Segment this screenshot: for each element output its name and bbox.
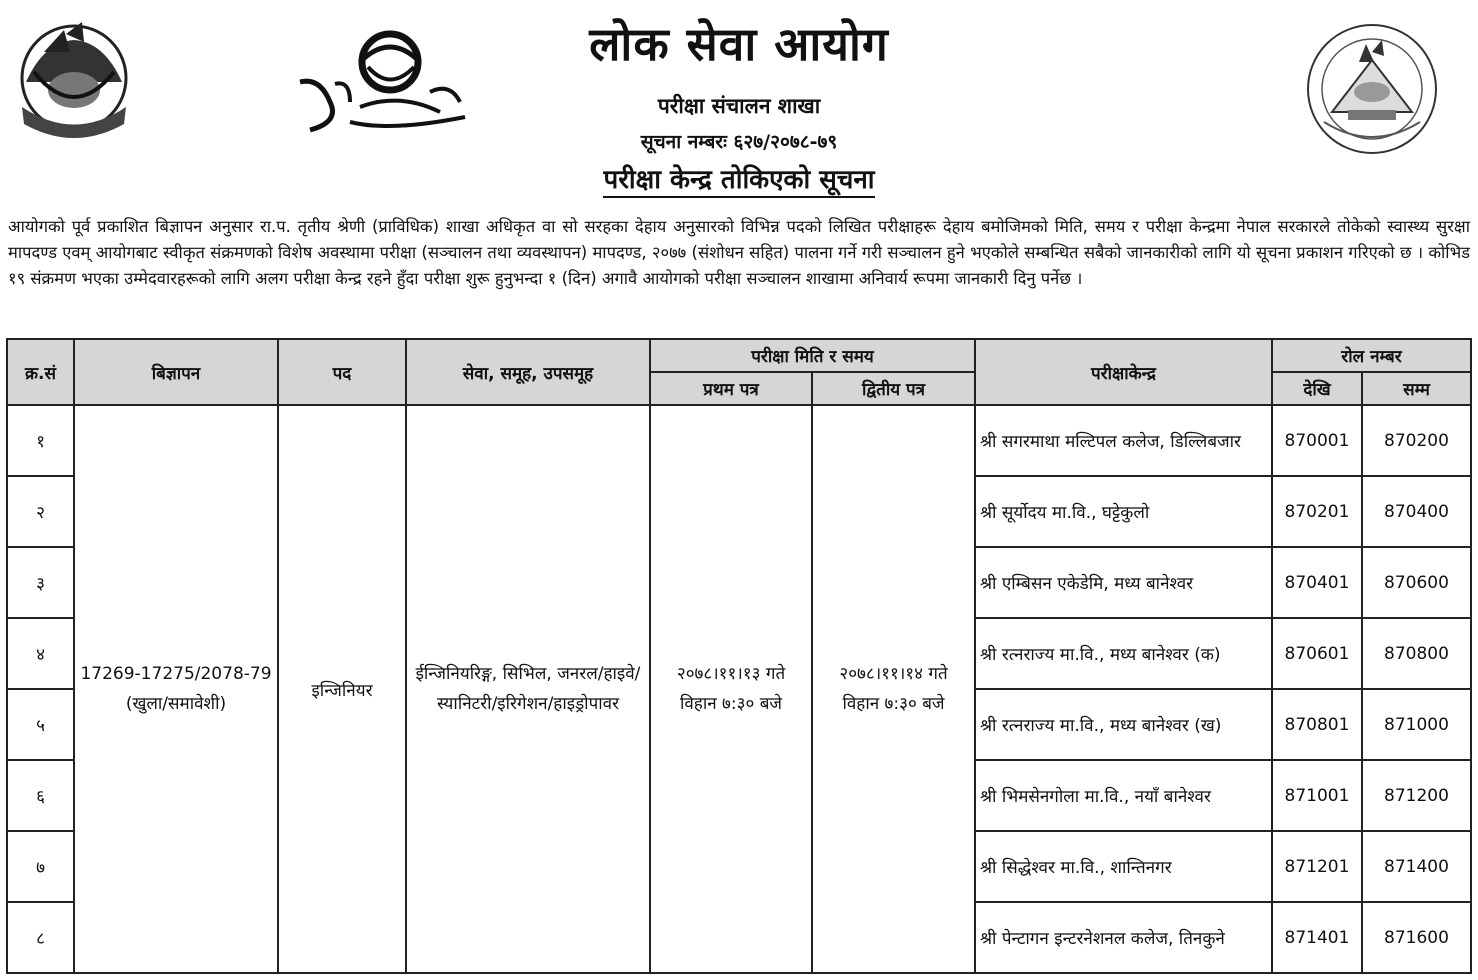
paper2-cell: [812, 405, 975, 973]
table-header-row: [7, 339, 1471, 372]
sn-cell: ७: [7, 831, 74, 902]
col-roll-header: रोल नम्बर: [1272, 339, 1471, 372]
roll-from-cell: 871001: [1272, 760, 1362, 831]
paper1-date: २०७८।११।१३ गते: [676, 664, 786, 684]
paper1-time: विहान ७:३० बजे: [679, 694, 783, 714]
col-paper1-header: प्रथम पत्र: [650, 372, 812, 405]
psc-seal-logo: [1304, 22, 1440, 156]
exam-center-cell: श्री रत्नराज्य मा.वि., मध्य बानेश्वर (ख): [975, 689, 1272, 760]
exam-center-cell: श्री सगरमाथा मल्टिपल कलेज, डिल्लिबजार: [975, 405, 1272, 476]
col-sn-header: क्र.सं: [7, 339, 74, 405]
notice-subject: [0, 160, 1478, 196]
col-exam-datetime-header: परीक्षा मिति र समय: [650, 339, 975, 372]
intro-paragraph: आयोगको पूर्व प्रकाशित बिज्ञापन अनुसार रा.प. तृतीय श्रेणी (प्राविधिक) शाखा अधिकृत वा सो सरहका देहाय अनुसारको विभिन्न पदको लिखित परीक्षाहरू देहाय बमोजिमको मिति, समय र परीक्षा केन्द्रमा नेपाल सरकारले तोकेको स्वास्थ्य सुरक्षा मापदण्ड एवम् आयोगबाट स्वीकृत संक्रमणको विशेष अवस्थामा परीक्षा (सञ्चालन तथा व्यवस्थापन) मापदण्ड, २०७७ (संशोधन सहित) पालना गर्ने गरी सञ्चालन हुने भएकोले सम्बन्धित सबैको जानकारीको लागि यो सूचना प्रकाशन गरिएको छ । कोभिड १९ संक्रमण भएका उम्मेदवारहरूको लागि अलग परीक्षा केन्द्र रहने हुँदा परीक्षा शुरू हुनुभन्दा १ (दिन) अगावै आयोगको परीक्षा सञ्चालन शाखामा अनिवार्य रूपमा जानकारी दिनु पर्नेछ ।: [8, 217, 1470, 288]
exam-center-cell: श्री सिद्धेश्वर मा.वि., शान्तिनगर: [975, 831, 1272, 902]
notice-header: [0, 0, 1478, 205]
col-roll-to-header: सम्म: [1362, 372, 1471, 405]
table-body: [7, 405, 1471, 973]
service-cell: ईन्जिनियरिङ्ग, सिभिल, जनरल/हाइवे/स्यानिटरी/इरिगेशन/हाइड्रोपावर: [406, 405, 650, 973]
roll-to-cell: 871400: [1362, 831, 1471, 902]
table-row: [7, 405, 1471, 476]
exam-center-cell: श्री रत्नराज्य मा.वि., मध्य बानेश्वर (क): [975, 618, 1272, 689]
roll-from-cell: 870601: [1272, 618, 1362, 689]
col-roll-from-header: देखि: [1272, 372, 1362, 405]
col-post-header: पद: [278, 339, 406, 405]
roll-to-cell: 871200: [1362, 760, 1471, 831]
advert-cell: [74, 405, 278, 973]
col-center-header: परीक्षाकेन्द्र: [975, 339, 1272, 405]
exam-center-table: [6, 338, 1472, 974]
notice-subject-text: परीक्षा केन्द्र तोकिएको सूचना: [603, 165, 874, 198]
roll-to-cell: 870800: [1362, 618, 1471, 689]
paper2-time: विहान ७:३० बजे: [842, 694, 945, 714]
sn-cell: २: [7, 476, 74, 547]
branch-name: परीक्षा संचालन शाखा: [657, 94, 821, 118]
col-service-header: सेवा, समूह, उपसमूह: [406, 339, 650, 405]
exam-center-cell: श्री भिमसेनगोला मा.वि., नयाँ बानेश्वर: [975, 760, 1272, 831]
sn-cell: ५: [7, 689, 74, 760]
roll-from-cell: 870801: [1272, 689, 1362, 760]
exam-center-cell: श्री एम्बिसन एकेडेमि, मध्य बानेश्वर: [975, 547, 1272, 618]
roll-from-cell: 871401: [1272, 902, 1362, 973]
roll-to-cell: 870400: [1362, 476, 1471, 547]
advert-type: (खुला/समावेशी): [125, 694, 227, 714]
roll-to-cell: 871000: [1362, 689, 1471, 760]
roll-from-cell: 870201: [1272, 476, 1362, 547]
sn-cell: १: [7, 405, 74, 476]
col-paper2-header: द्वितीय पत्र: [812, 372, 975, 405]
sn-cell: ८: [7, 902, 74, 973]
roll-to-cell: 871600: [1362, 902, 1471, 973]
roll-from-cell: 870401: [1272, 547, 1362, 618]
exam-center-cell: श्री सूर्योदय मा.वि., घट्टेकुलो: [975, 476, 1272, 547]
sn-cell: ४: [7, 618, 74, 689]
page-title: लोक सेवा आयोग: [589, 17, 889, 71]
roll-to-cell: 870200: [1362, 405, 1471, 476]
col-advert-header: बिज्ञापन: [74, 339, 278, 405]
post-cell: इन्जिनियर: [278, 405, 406, 973]
roll-from-cell: 870001: [1272, 405, 1362, 476]
roll-to-cell: 870600: [1362, 547, 1471, 618]
sn-cell: ३: [7, 547, 74, 618]
roll-from-cell: 871201: [1272, 831, 1362, 902]
sn-cell: ६: [7, 760, 74, 831]
paper2-date: २०७८।११।१४ गते: [839, 664, 948, 684]
notice-number: सूचना नम्बरः ६२७/२०७८-७९: [640, 131, 838, 153]
paper1-cell: [650, 405, 812, 973]
advert-number: 17269-17275/2078-79: [80, 664, 272, 684]
exam-center-cell: श्री पेन्टागन इन्टरनेशनल कलेज, तिनकुने: [975, 902, 1272, 973]
